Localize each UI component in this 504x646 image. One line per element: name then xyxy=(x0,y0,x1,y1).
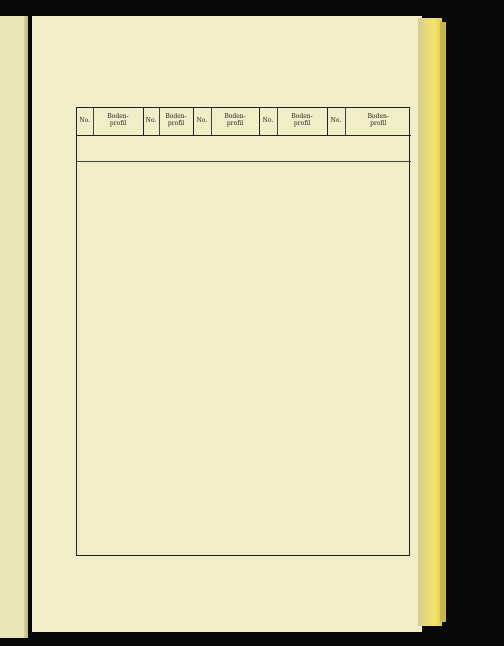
header-profil: Boden- profil xyxy=(159,108,193,135)
header-no: No. xyxy=(143,108,159,135)
page-stack-edge-shadow xyxy=(440,22,446,622)
header-no: No. xyxy=(259,108,277,135)
header-no: No. xyxy=(77,108,93,135)
header-profil: Boden- profil xyxy=(345,108,411,135)
header-profil: Boden- profil xyxy=(93,108,143,135)
table-header-row xyxy=(77,108,411,135)
bohrregister-table xyxy=(76,107,410,556)
header-no: No. xyxy=(327,108,345,135)
left-page-edge xyxy=(0,16,28,638)
section-title-row xyxy=(77,135,411,161)
header-profil: Boden- profil xyxy=(211,108,259,135)
section-title xyxy=(77,135,411,161)
header-profil: Boden- profil xyxy=(277,108,327,135)
page-stack-edge xyxy=(418,18,442,626)
header-no: No. xyxy=(193,108,211,135)
